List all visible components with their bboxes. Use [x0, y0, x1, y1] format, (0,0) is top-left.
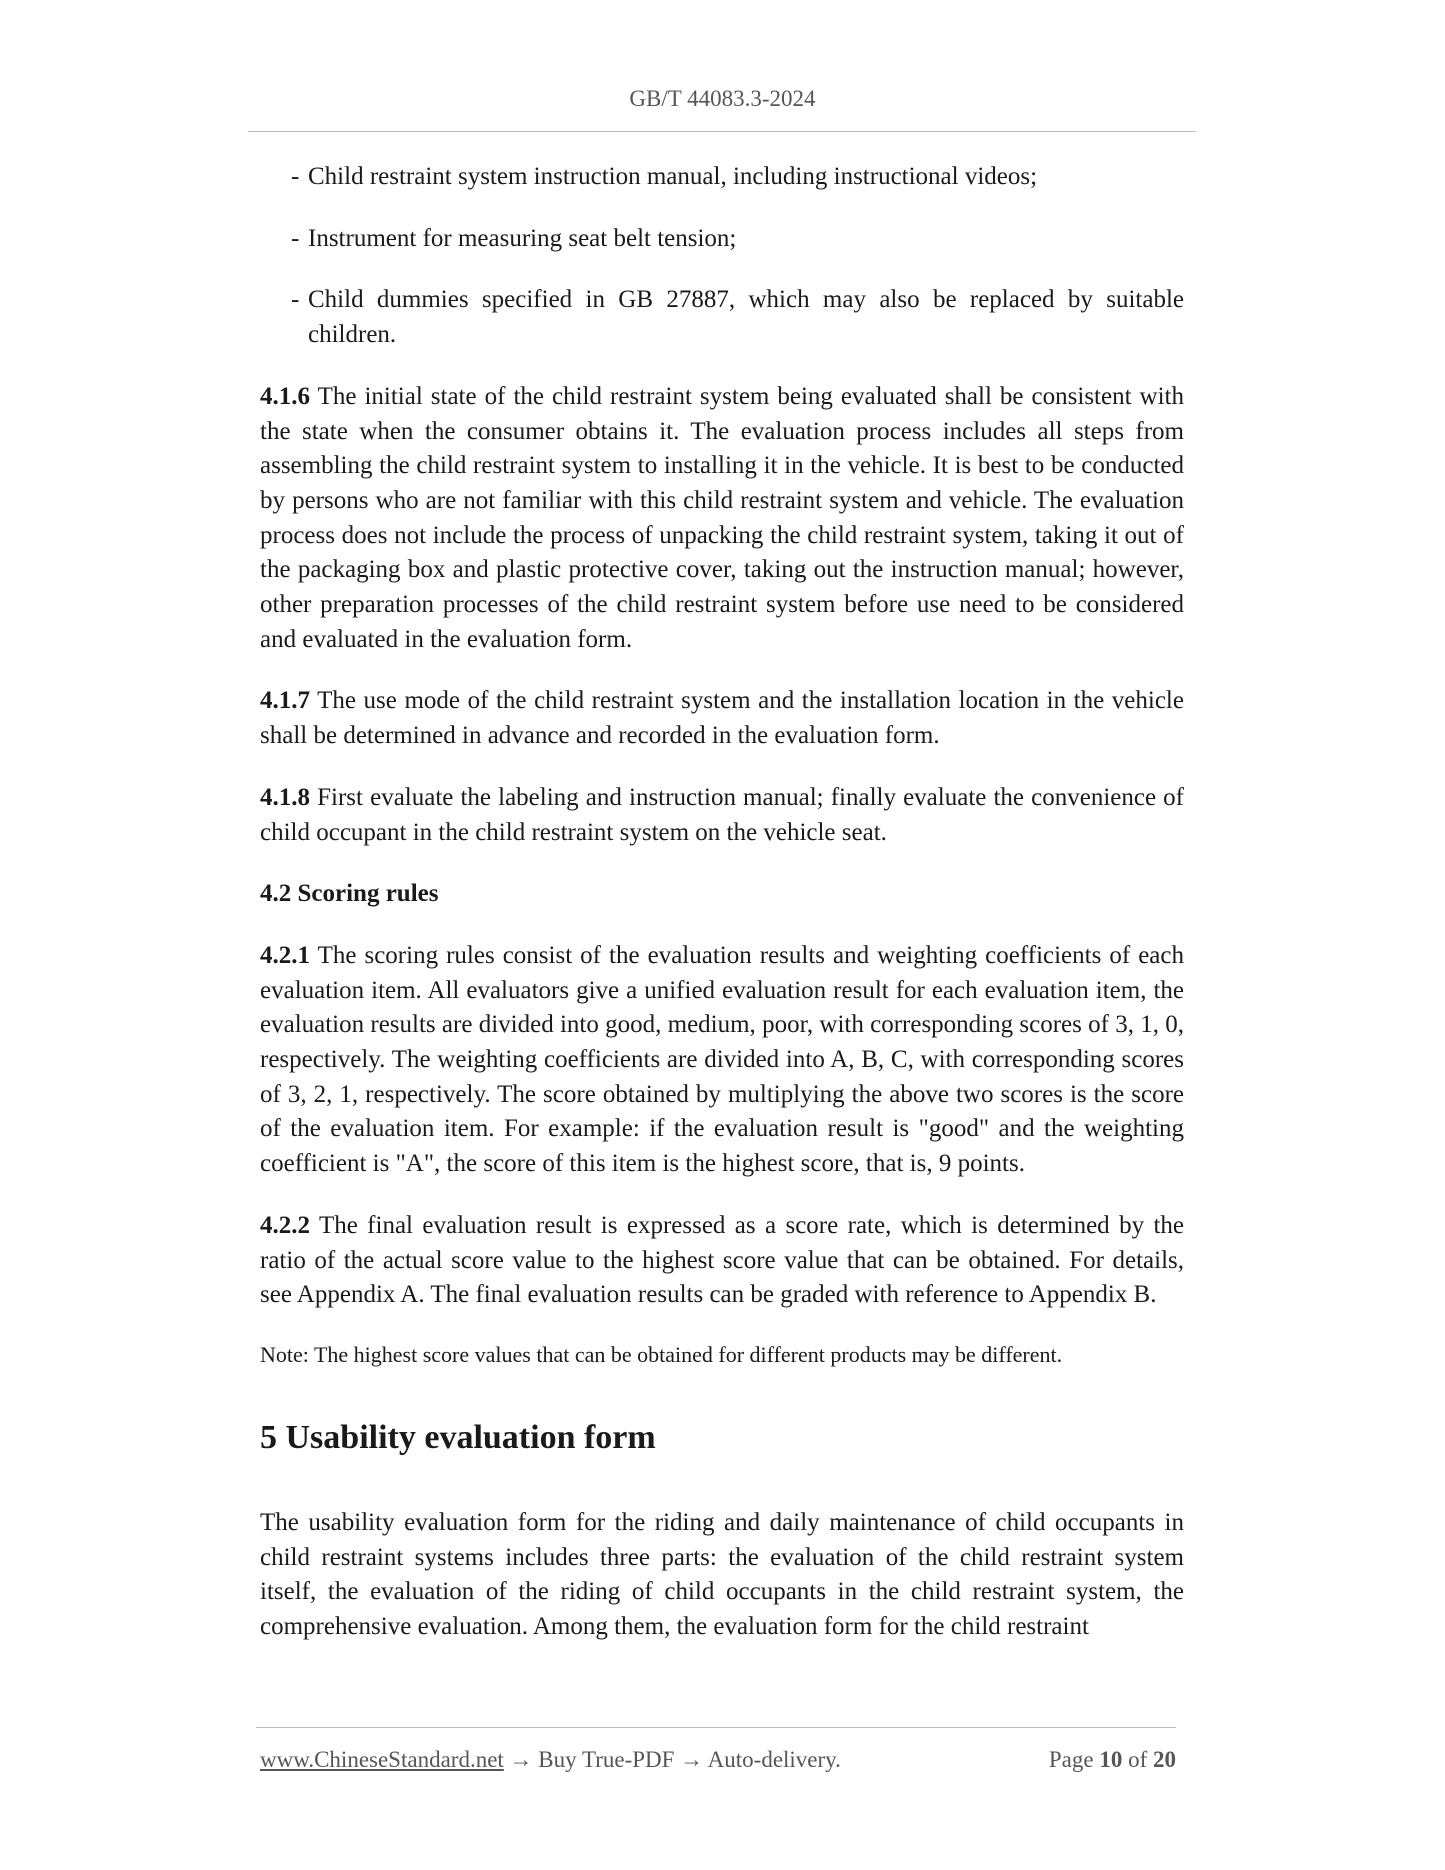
- clause-number: 4.2.1: [260, 941, 310, 969]
- clause-4-2-2: [260, 1209, 1184, 1313]
- section-5-paragraph: The usability evaluation form for the riding and daily maintenance of child occupants in child restraint systems includes three parts: the evaluation of the child restraint system itself, the evaluation of the riding of child occupants in the child restraint system, the comprehensive evaluation. Among them, the evaluation form for the child restraint: [260, 1508, 1184, 1641]
- clause-number: 4.1.7: [260, 687, 310, 715]
- footer-divider: [256, 1727, 1176, 1728]
- clause-text: The scoring rules consist of the evaluation results and weighting coefficients of each evaluation item. All evaluators give a unified evaluation result for each evaluation item, the evaluation results are divided into good, medium, poor, with corresponding scores of 3, 1, 0, respectively. The weighting coefficients are divided into A, B, C, with corresponding scores of 3, 2, 1, respectively. The score obtained by multiplying the above two scores is the score of the evaluation item. For example: if the evaluation result is "good" and the weighting coefficient is "A", the score of this item is the highest score, that is, 9 points.: [260, 941, 1184, 1178]
- section-heading-5: 5 Usability evaluation form: [260, 1418, 656, 1456]
- bullet-dash: -: [291, 163, 300, 190]
- clause-text: The use mode of the child restraint system and the installation location in the vehicle shall be determined in advance and recorded in the evaluation form.: [260, 687, 1184, 750]
- page-total: 20: [1153, 1747, 1176, 1772]
- of-label: of: [1128, 1747, 1148, 1772]
- list-item-text: Child dummies specified in GB 27887, which may also be replaced by suitable children.: [308, 286, 1184, 349]
- list-item: [260, 283, 1184, 352]
- subsection-heading-4-2: 4.2 Scoring rules: [260, 880, 439, 908]
- list-item: [260, 160, 1184, 195]
- page-body: [260, 160, 1184, 1672]
- clause-4-1-6: [260, 380, 1184, 658]
- clause-text: The final evaluation result is expressed as a score rate, which is determined by the ratio of the actual score value to the highest score value that can be obtained. For details, see Appendix A. The final evaluation results can be graded with reference to Appendix B.: [260, 1211, 1184, 1309]
- note-text: Note: The highest score values that can be obtained for different products may be different.: [260, 1341, 1063, 1367]
- page-footer: [260, 1747, 1176, 1773]
- clause-number: 4.1.8: [260, 783, 310, 811]
- clause-4-1-7: [260, 684, 1184, 753]
- page-label: Page: [1048, 1747, 1094, 1772]
- header-divider: [248, 131, 1196, 132]
- site-link[interactable]: www.ChineseStandard.net: [260, 1747, 504, 1772]
- footer-left: [260, 1747, 841, 1773]
- clause-number: 4.1.6: [260, 382, 310, 410]
- document-header: GB/T 44083.3-2024: [629, 86, 816, 111]
- bullet-dash: -: [291, 224, 300, 252]
- clause-text: The initial state of the child restraint system being evaluated shall be consistent with the state when the consumer obtains it. The evaluation process includes all steps from assembling the child restraint system to installing it in the vehicle. It is best to be conducted by persons who are not familiar with this child restraint system and vehicle. The evaluation process does not include the process of unpacking the child restraint system, taking it out of the packaging box and plastic protective cover, taking out the instruction manual; however, other preparation processes of the child restraint system before use need to be considered and evaluated in the evaluation form.: [260, 382, 1184, 653]
- clause-4-2-1: [260, 939, 1184, 1182]
- list-item: [260, 222, 1184, 257]
- clause-text: First evaluate the labeling and instruction manual; finally evaluate the convenience of child occupant in the child restraint system on the vehicle seat.: [260, 783, 1185, 846]
- footer-tagline: → Buy True-PDF → Auto-delivery.: [503, 1747, 841, 1772]
- clause-4-1-8: [260, 781, 1184, 850]
- page-indicator: [1049, 1747, 1176, 1773]
- clause-number: 4.2.2: [260, 1211, 310, 1239]
- bullet-dash: -: [291, 286, 300, 314]
- list-item-text: Instrument for measuring seat belt tension;: [308, 224, 737, 252]
- list-item-text: Child restraint system instruction manual, including instructional videos;: [308, 163, 1038, 190]
- page-number: 10: [1099, 1747, 1123, 1772]
